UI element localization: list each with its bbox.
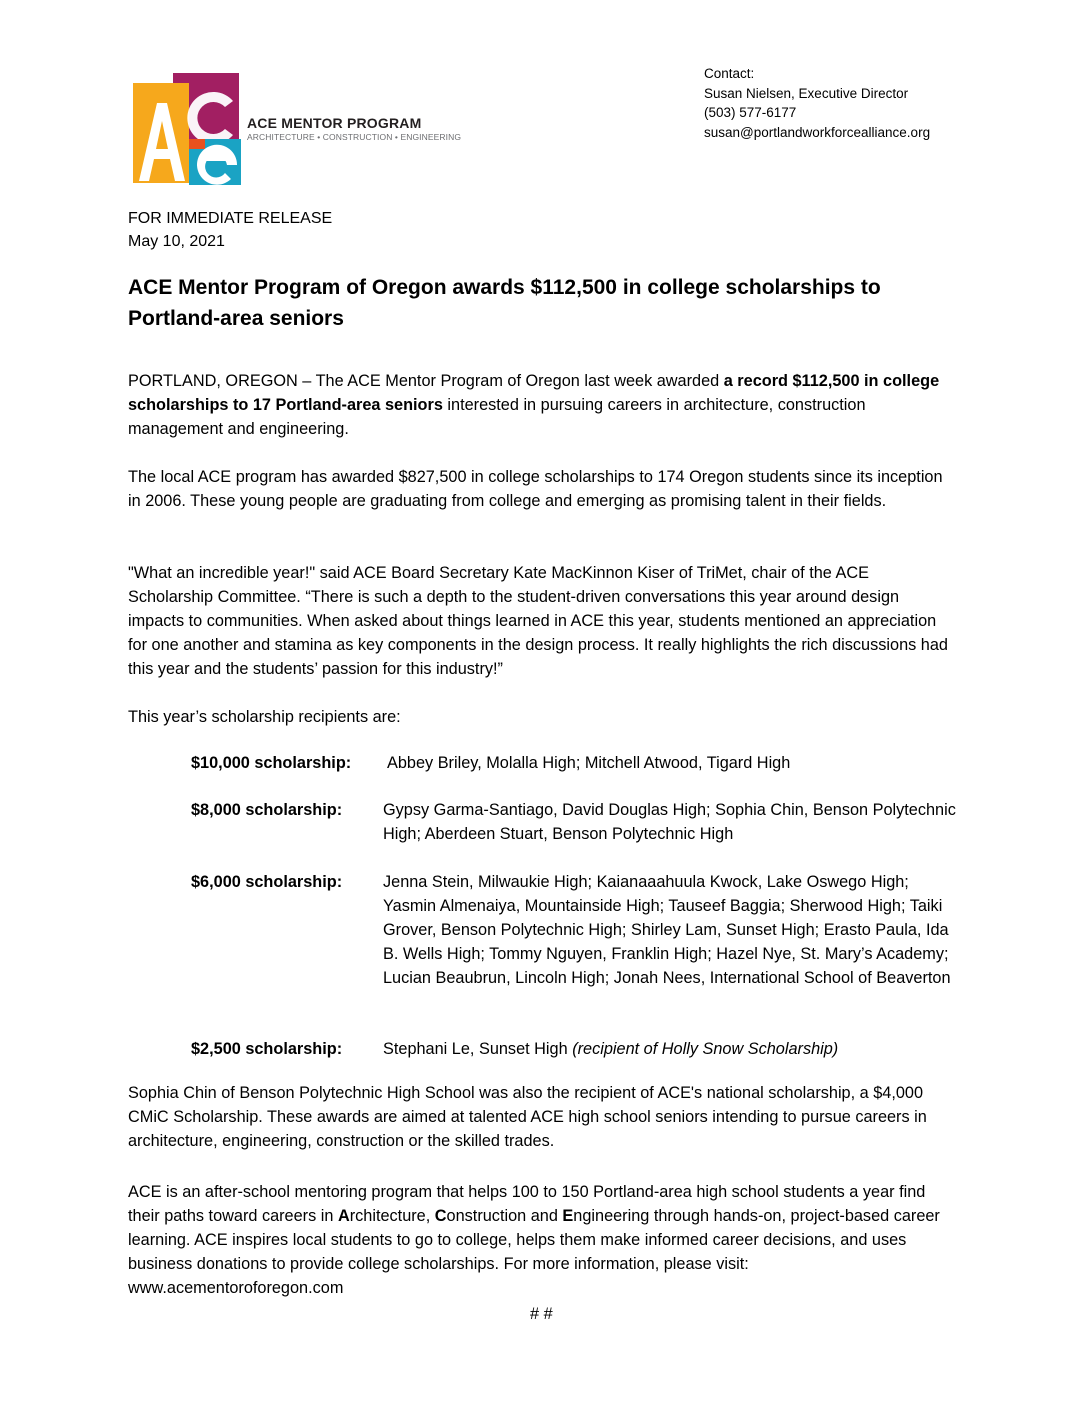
paragraph-about-ace [128,1180,958,1300]
release-label: FOR IMMEDIATE RELEASE [128,210,333,227]
contact-block [704,64,930,142]
ace-logo-mark-icon [133,73,243,185]
logo-title: ACE MENTOR PROGRAM [247,115,422,131]
about-letter-e: E [562,1207,574,1225]
paragraph-intro-bold: a record $112,500 in college scholarships to 17 Portland-area seniors [128,372,940,414]
scholarship-recipients: Jenna Stein, Milwaukie High; Kaianaaahuula Kwock, Lake Oswego High; Yasmin Almenaiya, Mountainside High; Tauseef Baggia; Sherwood High; Taiki Grover, Benson Polytechnic High; Shirley Lam, Sunset High; Erasto Paula, Ida B. Wells High; Tommy Nguyen, Franklin High; Hazel Nye, St. Mary’s Academy; Lucian Beaubrun, Lincoln High; Jonah Nees, International School of Beaverton [383,873,951,987]
scholarship-recipients: Gypsy Garma-Santiago, David Douglas High; Sophia Chin, Benson Polytechnic High; Aberdeen Stuart, Benson Polytechnic High [383,801,956,843]
scholarship-note: (recipient of Holly Snow Scholarship) [572,1040,839,1058]
paragraph-recipients-intro: This year’s scholarship recipients are: [128,708,401,726]
about-part4: ngineering through hands-on, project-based career learning. ACE inspires local students to go to college, helps them make informed career decisions, and uses business donations to provide college scholarships. For more information, please visit: www.acementoroforegon.com [128,1207,940,1297]
end-mark: # # [530,1305,553,1323]
contact-name: Susan Nielsen, Executive Director [704,85,909,101]
paragraph-intro-lead: PORTLAND, OREGON – The ACE Mentor Program of Oregon last week awarded [128,372,724,390]
paragraph-intro [128,369,958,441]
contact-email: susan@portlandworkforcealliance.org [704,124,931,140]
paragraph-national-scholarship: Sophia Chin of Benson Polytechnic High School was also the recipient of ACE's national scholarship, a $4,000 CMiC Scholarship. These awards are aimed at talented ACE high school seniors intending to pursue careers in architecture, engineering, construction or the skilled trades. [128,1084,927,1150]
about-letter-c: C [434,1207,447,1225]
scholarship-recipients: Abbey Briley, Molalla High; Mitchell Atwood, Tigard High [387,754,791,772]
about-part2: rchitecture, [349,1207,435,1225]
ace-logo [133,73,462,185]
contact-phone: (503) 577-6177 [704,105,797,120]
scholarship-amount: $6,000 scholarship: [191,873,343,891]
release-date: May 10, 2021 [128,233,225,250]
about-part1: ACE is an after-school mentoring program that helps 100 to 150 Portland-area high school students a year find their paths toward careers in [128,1183,926,1225]
paragraph-intro-tail: interested in pursuing careers in architecture, construction management and engineering. [128,396,866,438]
paragraph-history: The local ACE program has awarded $827,500 in college scholarships to 174 Oregon students since its inception in 2006. These young people are graduating from college and emerging as promising talent in their fields. [128,468,943,510]
scholarship-amount: $8,000 scholarship: [191,801,343,819]
about-letter-a: A [337,1207,350,1225]
about-part3: onstruction and [446,1207,563,1225]
release-header [128,207,332,253]
headline: ACE Mentor Program of Oregon awards $112,500 in college scholarships to Portland-area seniors [128,276,881,330]
scholarship-amount: $10,000 scholarship: [191,754,352,772]
logo-subtitle: ARCHITECTURE • CONSTRUCTION • ENGINEERING [247,132,462,142]
scholarship-amount: $2,500 scholarship: [191,1040,343,1058]
scholarship-recipients [383,1037,963,1061]
scholarship-recipient-name: Stephani Le, Sunset High [383,1040,573,1058]
contact-label: Contact: [704,66,755,81]
paragraph-quote: "What an incredible year!" said ACE Board Secretary Kate MacKinnon Kiser of TriMet, chair of the ACE Scholarship Committee. “There is such a depth to the student-driven conversations this year around design impacts to communities. When asked about things learned in ACE this year, students mentioned an appreciation for one another and stamina as key components in the design process. It really highlights the rich discussions had this year and the students’ passion for this industry!” [128,564,948,678]
